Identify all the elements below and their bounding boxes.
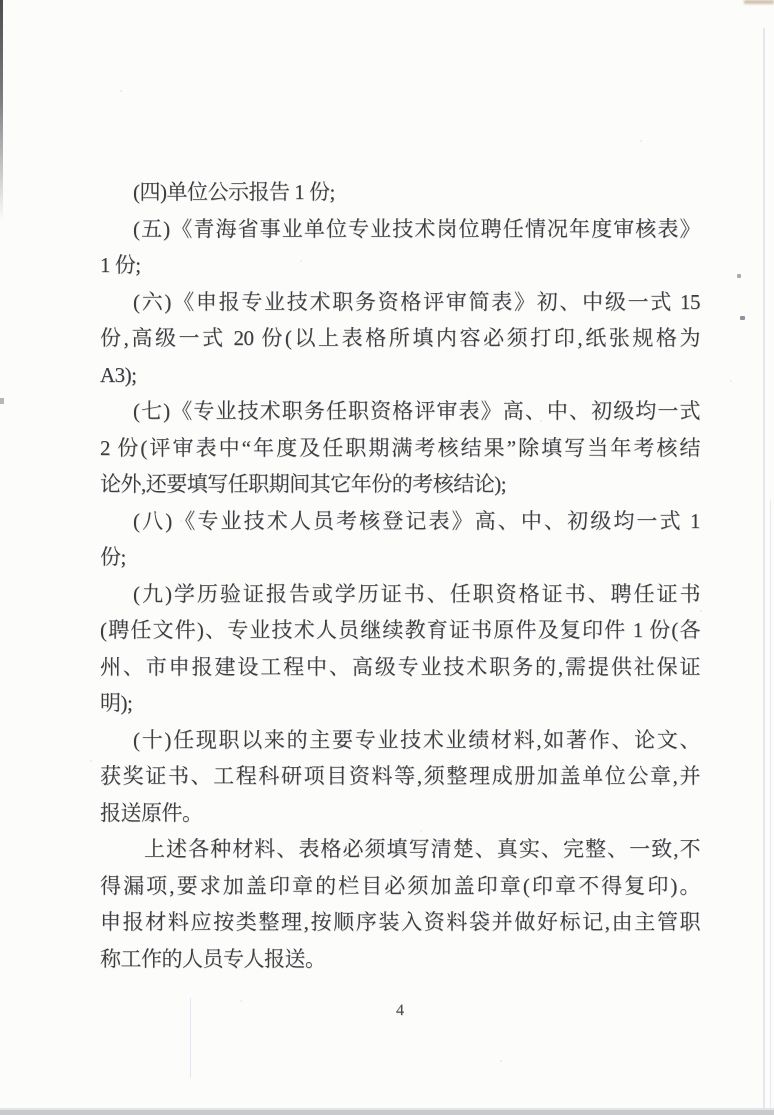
text-line: 份; — [100, 545, 126, 569]
text-line: 申报材料应按类整理,按顺序装入资料袋并做好标记,由主管职 — [100, 910, 700, 934]
scan-artifact-right-line — [763, 28, 765, 1108]
text-line: (八)《专业技术人员考核登记表》高、中、初级均一式 1 — [133, 508, 700, 533]
text-line: 论外,还要填写任职期间其它年份的考核结论); — [100, 472, 507, 496]
paragraph — [100, 576, 700, 722]
scan-artifact-left-edge — [0, 0, 3, 220]
paragraph — [100, 831, 700, 977]
paragraph — [100, 393, 700, 503]
text-line: 报送原件。 — [100, 800, 203, 825]
text-line: 上述各种材料、表格必须填写清楚、真实、完整、一致,不 — [144, 837, 700, 861]
text-line: 获奖证书、工程科研项目资料等,须整理成册加盖单位公章,并 — [100, 764, 700, 788]
paragraph — [100, 503, 700, 576]
scan-artifact-left-speck — [0, 398, 4, 404]
scan-artifact-right-line-2 — [770, 500, 771, 1112]
text-line: 称工作的人员专人报送。 — [100, 946, 326, 971]
paragraph — [100, 174, 700, 211]
text-line: (九)学历验证报告或学历证书、任职资格证书、聘任证书 — [133, 581, 700, 606]
text-line: (五)《青海省事业单位专业技术岗位聘任情况年度审核表》 — [133, 216, 700, 241]
text-line: (聘任文件)、专业技术人员继续教育证书原件及复印件 1 份(各 — [100, 618, 700, 642]
text-line: 州、市申报建设工程中、高级专业技术职务的,需提供社保证 — [100, 654, 700, 679]
text-line: (七)《专业技术职务任职资格评审表》高、中、初级均一式 — [133, 399, 700, 423]
paragraph — [100, 284, 700, 394]
scan-artifact-corner-smudge — [744, 0, 774, 4]
text-line: (十)任现职以来的主要专业技术业绩材料,如著作、论文、 — [133, 727, 700, 752]
paragraph — [100, 211, 700, 284]
paragraph — [100, 722, 700, 832]
scan-artifact-speck — [737, 274, 741, 278]
text-line: A3); — [100, 362, 137, 387]
scan-artifact-speck — [740, 316, 745, 320]
text-line: (四)单位公示报告 1 份; — [133, 180, 335, 204]
page-number: 4 — [396, 1002, 404, 1019]
text-line: 得漏项,要求加盖印章的栏目必须加盖印章(印章不得复印)。 — [100, 873, 700, 898]
text-line: (六)《申报专业技术职务资格评审简表》初、中级一式 15 — [133, 289, 700, 314]
text-line: 份,高级一式 20 份(以上表格所填内容必须打印,纸张规格为 — [100, 326, 700, 350]
document-text-block — [100, 174, 700, 977]
scan-artifact-bottom-edge — [0, 1110, 774, 1115]
text-line: 1 份; — [100, 253, 141, 277]
text-line: 2 份(评审表中“年度及任职期满考核结果”除填写当年考核结 — [100, 435, 700, 460]
text-line: 明); — [100, 691, 133, 715]
